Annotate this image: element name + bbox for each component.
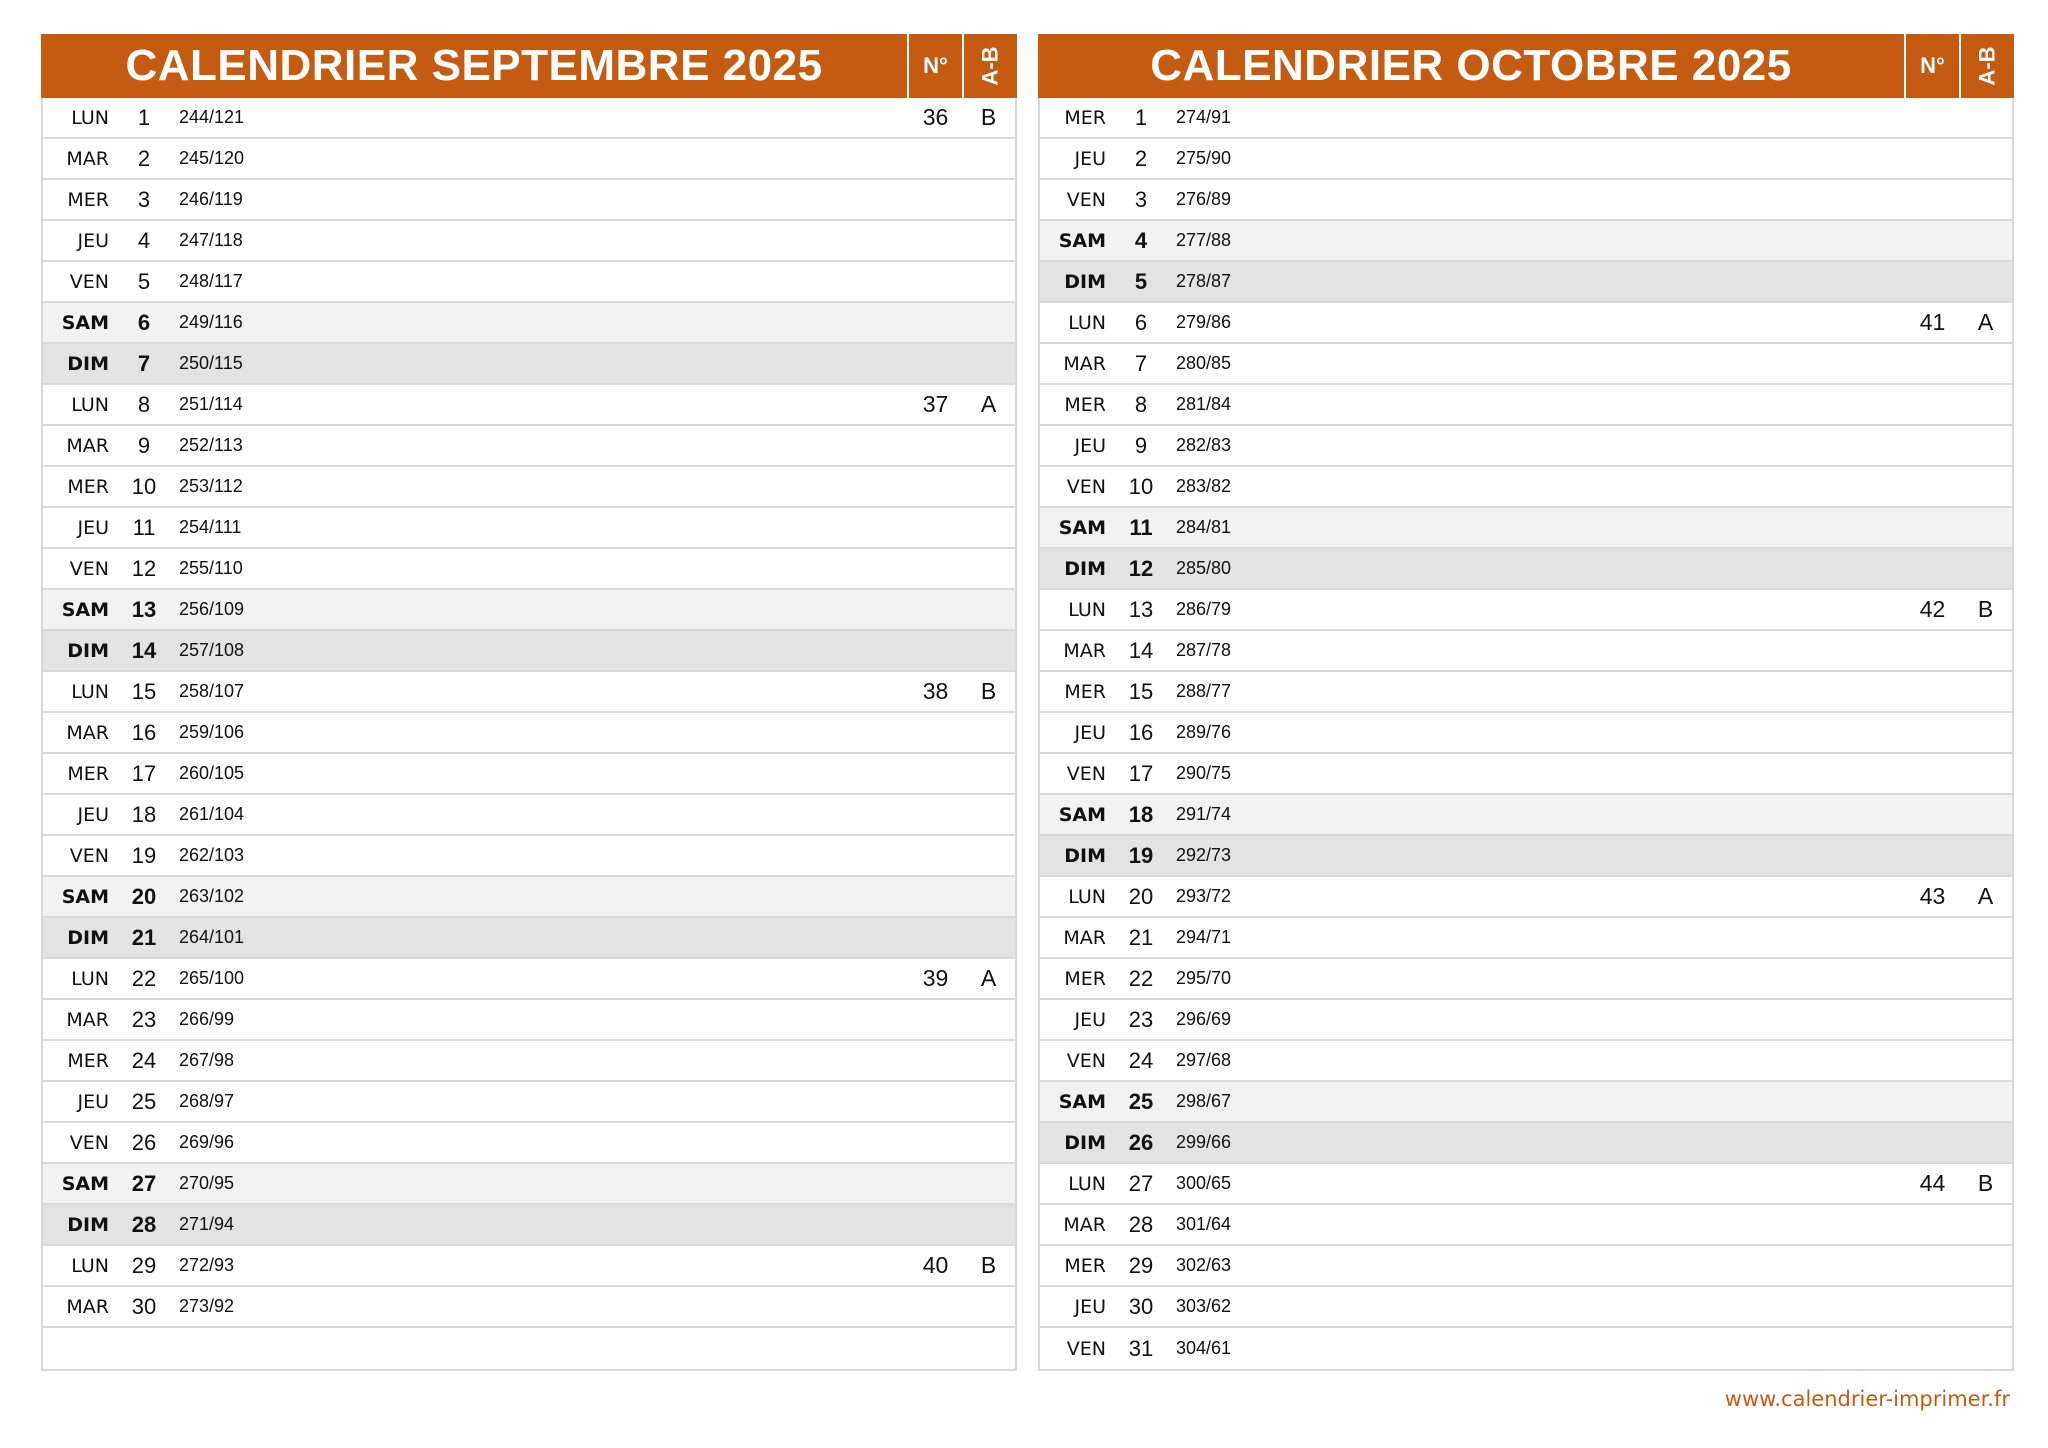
day-of-year: 271/94	[179, 1214, 235, 1234]
day-number: 16	[131, 719, 157, 745]
weekday-label: MER	[1064, 680, 1106, 703]
day-number: 1	[1134, 104, 1148, 130]
weekday-label: DIM	[67, 1213, 109, 1236]
day-of-year: 250/115	[179, 353, 243, 373]
weekday-label: LUN	[1068, 598, 1106, 621]
weekday-label: MAR	[66, 1295, 109, 1318]
weekday-label: VEN	[1066, 188, 1106, 211]
day-row	[43, 672, 1015, 713]
day-of-year: 288/77	[1176, 681, 1232, 701]
day-of-year: 292/73	[1176, 845, 1232, 865]
day-row	[1040, 303, 2012, 344]
day-row	[1040, 1123, 2012, 1164]
weekday-label: JEU	[77, 803, 109, 826]
day-of-year: 256/109	[179, 599, 245, 619]
weekday-label: DIM	[67, 926, 109, 949]
ab-column-header	[1959, 34, 2014, 98]
day-number: 24	[131, 1047, 157, 1073]
day-row	[1040, 1246, 2012, 1287]
day-row	[43, 1123, 1015, 1164]
weekday-label: MAR	[66, 1008, 109, 1031]
day-of-year: 276/89	[1176, 189, 1232, 209]
day-of-year: 275/90	[1176, 148, 1232, 168]
day-row	[1040, 98, 2012, 139]
weekday-label: JEU	[1074, 721, 1106, 744]
day-row	[1040, 1287, 2012, 1328]
month-title: CALENDRIER OCTOBRE 2025	[1150, 41, 1792, 90]
day-row	[1040, 221, 2012, 262]
day-of-year: 270/95	[179, 1173, 235, 1193]
weekday-label: LUN	[1068, 1172, 1106, 1195]
week-number-column-header: N°	[1904, 34, 1959, 98]
day-number: 19	[1128, 842, 1154, 868]
day-of-year: 265/100	[179, 968, 245, 988]
day-number: 27	[131, 1170, 157, 1196]
weekday-label: DIM	[1064, 270, 1106, 293]
day-number: 12	[131, 555, 157, 581]
day-number: 3	[137, 186, 151, 212]
day-of-year: 285/80	[1176, 558, 1232, 578]
day-number: 17	[131, 760, 157, 786]
weekday-label: LUN	[71, 106, 109, 129]
week-number: 37	[922, 391, 949, 417]
weekday-label: JEU	[1074, 147, 1106, 170]
day-row	[1040, 180, 2012, 221]
day-row	[43, 221, 1015, 262]
day-number: 2	[1134, 145, 1148, 171]
weekday-label: JEU	[77, 229, 109, 252]
day-number: 14	[131, 637, 157, 663]
day-number: 28	[1128, 1211, 1154, 1237]
weekday-label: SAM	[61, 311, 109, 334]
day-number: 16	[1128, 719, 1154, 745]
weekday-label: MER	[67, 762, 109, 785]
weekday-label: SAM	[1058, 516, 1106, 539]
weekday-label: MER	[67, 188, 109, 211]
day-number: 2	[137, 145, 151, 171]
day-of-year: 261/104	[179, 804, 245, 824]
day-number: 11	[1129, 514, 1153, 540]
day-of-year: 282/83	[1176, 435, 1232, 455]
ab-week-letter: B	[980, 678, 997, 704]
day-number: 31	[1128, 1335, 1154, 1361]
day-row	[1040, 795, 2012, 836]
day-row	[1040, 959, 2012, 1000]
weekday-label: SAM	[1058, 1090, 1106, 1113]
day-row	[1040, 549, 2012, 590]
day-row	[43, 1082, 1015, 1123]
day-row	[43, 508, 1015, 549]
day-of-year: 260/105	[179, 763, 245, 783]
weekday-label: VEN	[1066, 762, 1106, 785]
day-number: 9	[137, 432, 151, 458]
day-row	[43, 549, 1015, 590]
day-of-year: 297/68	[1176, 1050, 1232, 1070]
day-row	[43, 139, 1015, 180]
week-number: 41	[1919, 309, 1946, 335]
week-number-column-header: N°	[907, 34, 962, 98]
day-row	[43, 959, 1015, 1000]
day-of-year: 254/111	[179, 517, 242, 537]
day-number: 21	[131, 924, 157, 950]
day-number: 4	[1134, 227, 1148, 253]
day-of-year: 299/66	[1176, 1132, 1232, 1152]
day-row	[1040, 590, 2012, 631]
weekday-label: LUN	[1068, 885, 1106, 908]
day-of-year: 266/99	[179, 1009, 235, 1029]
weekday-label: LUN	[71, 393, 109, 416]
day-row	[1040, 631, 2012, 672]
day-number: 21	[1128, 924, 1154, 950]
ab-week-letter: A	[980, 391, 997, 417]
weekday-label: MER	[67, 475, 109, 498]
weekday-label: MAR	[66, 721, 109, 744]
day-number: 23	[1128, 1006, 1154, 1032]
day-of-year: 284/81	[1176, 517, 1232, 537]
day-number: 6	[1134, 309, 1148, 335]
ab-column-label: A-B	[1974, 46, 2000, 86]
day-row	[43, 713, 1015, 754]
weekday-label: MAR	[66, 147, 109, 170]
ab-week-letter: B	[980, 104, 997, 130]
day-number: 15	[131, 678, 157, 704]
day-number: 9	[1134, 432, 1148, 458]
ab-week-letter: B	[980, 1252, 997, 1278]
day-of-year: 296/69	[1176, 1009, 1232, 1029]
weekday-label: VEN	[69, 557, 109, 580]
weekday-label: DIM	[67, 352, 109, 375]
day-of-year: 304/61	[1176, 1338, 1232, 1358]
day-of-year: 248/117	[179, 271, 243, 291]
day-row	[1040, 1164, 2012, 1205]
day-of-year: 293/72	[1176, 886, 1232, 906]
day-number: 17	[1128, 760, 1154, 786]
week-number: 38	[922, 678, 949, 704]
day-number: 20	[131, 883, 157, 909]
day-number: 24	[1128, 1047, 1154, 1073]
day-row	[43, 344, 1015, 385]
day-number: 27	[1128, 1170, 1154, 1196]
weekday-label: MAR	[1063, 1213, 1106, 1236]
day-of-year: 258/107	[179, 681, 245, 701]
day-row	[43, 795, 1015, 836]
day-of-year: 244/121	[179, 107, 245, 127]
day-number: 19	[131, 842, 157, 868]
day-row	[43, 1000, 1015, 1041]
day-row	[43, 1041, 1015, 1082]
month-october	[1038, 34, 2014, 1371]
day-row	[1040, 139, 2012, 180]
day-of-year: 257/108	[179, 640, 245, 660]
day-row	[43, 1287, 1015, 1328]
day-of-year: 298/67	[1176, 1091, 1232, 1111]
weekday-label: VEN	[69, 844, 109, 867]
week-number: 42	[1919, 596, 1946, 622]
day-row	[1040, 754, 2012, 795]
day-of-year: 280/85	[1176, 353, 1232, 373]
day-of-year: 294/71	[1176, 927, 1232, 947]
footer-url[interactable]: www.calendrier-imprimer.fr	[1724, 1387, 2010, 1411]
day-row	[1040, 467, 2012, 508]
weekday-label: VEN	[1066, 1337, 1106, 1360]
day-of-year: 268/97	[179, 1091, 235, 1111]
day-row	[1040, 877, 2012, 918]
weekday-label: MAR	[1063, 352, 1106, 375]
day-number: 5	[1134, 268, 1148, 294]
weekday-label: SAM	[1058, 803, 1106, 826]
day-number: 5	[137, 268, 151, 294]
day-number: 22	[131, 965, 157, 991]
day-of-year: 286/79	[1176, 599, 1232, 619]
day-row	[43, 590, 1015, 631]
day-row	[1040, 344, 2012, 385]
day-row	[43, 180, 1015, 221]
month-september	[41, 34, 1017, 1371]
day-number: 10	[1128, 473, 1154, 499]
day-row	[43, 631, 1015, 672]
day-row	[1040, 918, 2012, 959]
day-number: 28	[131, 1211, 157, 1237]
day-of-year: 267/98	[179, 1050, 235, 1070]
day-number: 26	[131, 1129, 157, 1155]
day-number: 29	[131, 1252, 157, 1278]
day-row	[1040, 426, 2012, 467]
day-number: 8	[137, 391, 151, 417]
day-row	[43, 98, 1015, 139]
week-number: 40	[922, 1252, 949, 1278]
day-number: 6	[137, 309, 151, 335]
weekday-label: DIM	[67, 639, 109, 662]
weekday-label: MER	[1064, 106, 1106, 129]
day-of-year: 300/65	[1176, 1173, 1232, 1193]
ab-week-letter: B	[1977, 1170, 1994, 1196]
day-row	[43, 836, 1015, 877]
weekday-label: MER	[1064, 1254, 1106, 1277]
day-row	[43, 1164, 1015, 1205]
weekday-label: LUN	[71, 1254, 109, 1277]
weekday-label: SAM	[61, 885, 109, 908]
month-header	[1038, 34, 2014, 98]
weekday-label: JEU	[77, 1090, 109, 1113]
day-number: 30	[131, 1293, 157, 1319]
day-of-year: 252/113	[179, 435, 243, 455]
day-number: 8	[1134, 391, 1148, 417]
day-number: 4	[137, 227, 151, 253]
weekday-label: SAM	[1058, 229, 1106, 252]
weekday-label: SAM	[61, 1172, 109, 1195]
day-of-year: 283/82	[1176, 476, 1232, 496]
day-of-year: 262/103	[179, 845, 245, 865]
week-number: 43	[1919, 883, 1946, 909]
month-header	[41, 34, 1017, 98]
weekday-label: MAR	[1063, 639, 1106, 662]
day-row	[43, 385, 1015, 426]
day-of-year: 273/92	[179, 1296, 235, 1316]
day-of-year: 259/106	[179, 722, 245, 742]
day-of-year: 278/87	[1176, 271, 1232, 291]
weekday-label: JEU	[1074, 434, 1106, 457]
day-of-year: 272/93	[179, 1255, 235, 1275]
day-number: 23	[131, 1006, 157, 1032]
weekday-label: MER	[67, 1049, 109, 1072]
day-rows	[41, 98, 1017, 1371]
weekday-label: SAM	[61, 598, 109, 621]
empty-row	[43, 1328, 1015, 1369]
day-number: 26	[1128, 1129, 1154, 1155]
day-of-year: 255/110	[179, 558, 243, 578]
day-number: 12	[1128, 555, 1154, 581]
day-row	[43, 877, 1015, 918]
day-number: 14	[1128, 637, 1154, 663]
weekday-label: VEN	[69, 270, 109, 293]
day-row	[1040, 672, 2012, 713]
weekday-label: MER	[1064, 393, 1106, 416]
day-row	[43, 754, 1015, 795]
day-row	[1040, 1328, 2012, 1369]
weekday-label: DIM	[1064, 844, 1106, 867]
ab-week-letter: A	[1977, 883, 1994, 909]
day-row	[1040, 1000, 2012, 1041]
weekday-label: DIM	[1064, 557, 1106, 580]
ab-week-letter: B	[1977, 596, 1994, 622]
weekday-label: MER	[1064, 967, 1106, 990]
week-number: 36	[922, 104, 949, 130]
weekday-label: VEN	[69, 1131, 109, 1154]
day-row	[43, 1246, 1015, 1287]
weekday-label: VEN	[1066, 1049, 1106, 1072]
weekday-label: LUN	[71, 967, 109, 990]
day-of-year: 253/112	[179, 476, 243, 496]
weekday-label: DIM	[1064, 1131, 1106, 1154]
day-row	[43, 262, 1015, 303]
day-of-year: 290/75	[1176, 763, 1232, 783]
day-of-year: 269/96	[179, 1132, 235, 1152]
day-row	[1040, 1041, 2012, 1082]
day-row	[1040, 262, 2012, 303]
day-row	[43, 426, 1015, 467]
ab-week-letter: A	[1977, 309, 1994, 335]
weekday-label: MAR	[1063, 926, 1106, 949]
day-row	[43, 467, 1015, 508]
day-of-year: 245/120	[179, 148, 245, 168]
weekday-label: JEU	[1074, 1295, 1106, 1318]
day-number: 7	[1134, 350, 1148, 376]
weekday-label: MAR	[66, 434, 109, 457]
day-number: 18	[1128, 801, 1154, 827]
day-of-year: 277/88	[1176, 230, 1232, 250]
day-number: 18	[131, 801, 157, 827]
day-row	[1040, 508, 2012, 549]
day-number: 22	[1128, 965, 1154, 991]
day-of-year: 247/118	[179, 230, 243, 250]
day-of-year: 251/114	[179, 394, 243, 414]
day-number: 20	[1128, 883, 1154, 909]
day-of-year: 295/70	[1176, 968, 1232, 988]
day-of-year: 291/74	[1176, 804, 1232, 824]
day-row	[1040, 385, 2012, 426]
day-of-year: 246/119	[179, 189, 243, 209]
day-of-year: 289/76	[1176, 722, 1232, 742]
day-of-year: 281/84	[1176, 394, 1232, 414]
day-of-year: 263/102	[179, 886, 245, 906]
day-row	[1040, 1205, 2012, 1246]
day-row	[43, 918, 1015, 959]
day-number: 1	[137, 104, 151, 130]
day-of-year: 302/63	[1176, 1255, 1232, 1275]
week-number: 44	[1919, 1170, 1946, 1196]
day-row	[1040, 1082, 2012, 1123]
day-number: 25	[1128, 1088, 1154, 1114]
weekday-label: VEN	[1066, 475, 1106, 498]
day-of-year: 301/64	[1176, 1214, 1232, 1234]
day-number: 15	[1128, 678, 1154, 704]
day-number: 7	[137, 350, 151, 376]
day-number: 13	[131, 596, 157, 622]
day-row	[43, 303, 1015, 344]
day-of-year: 274/91	[1176, 107, 1232, 127]
day-row	[43, 1205, 1015, 1246]
day-number: 3	[1134, 186, 1148, 212]
ab-column-header	[962, 34, 1017, 98]
week-number: 39	[922, 965, 949, 991]
day-number: 13	[1128, 596, 1154, 622]
day-of-year: 303/62	[1176, 1296, 1232, 1316]
ab-week-letter: A	[980, 965, 997, 991]
weekday-label: JEU	[77, 516, 109, 539]
month-title: CALENDRIER SEPTEMBRE 2025	[125, 41, 823, 90]
day-rows	[1038, 98, 2014, 1371]
day-of-year: 264/101	[179, 927, 245, 947]
day-number: 30	[1128, 1293, 1154, 1319]
day-of-year: 249/116	[179, 312, 243, 332]
day-number: 10	[131, 473, 157, 499]
weekday-label: JEU	[1074, 1008, 1106, 1031]
day-number: 11	[132, 514, 156, 540]
weekday-label: LUN	[1068, 311, 1106, 334]
day-of-year: 279/86	[1176, 312, 1232, 332]
day-number: 29	[1128, 1252, 1154, 1278]
ab-column-label: A-B	[977, 46, 1003, 86]
weekday-label: LUN	[71, 680, 109, 703]
day-row	[1040, 836, 2012, 877]
day-number: 25	[131, 1088, 157, 1114]
day-of-year: 287/78	[1176, 640, 1232, 660]
day-row	[1040, 713, 2012, 754]
